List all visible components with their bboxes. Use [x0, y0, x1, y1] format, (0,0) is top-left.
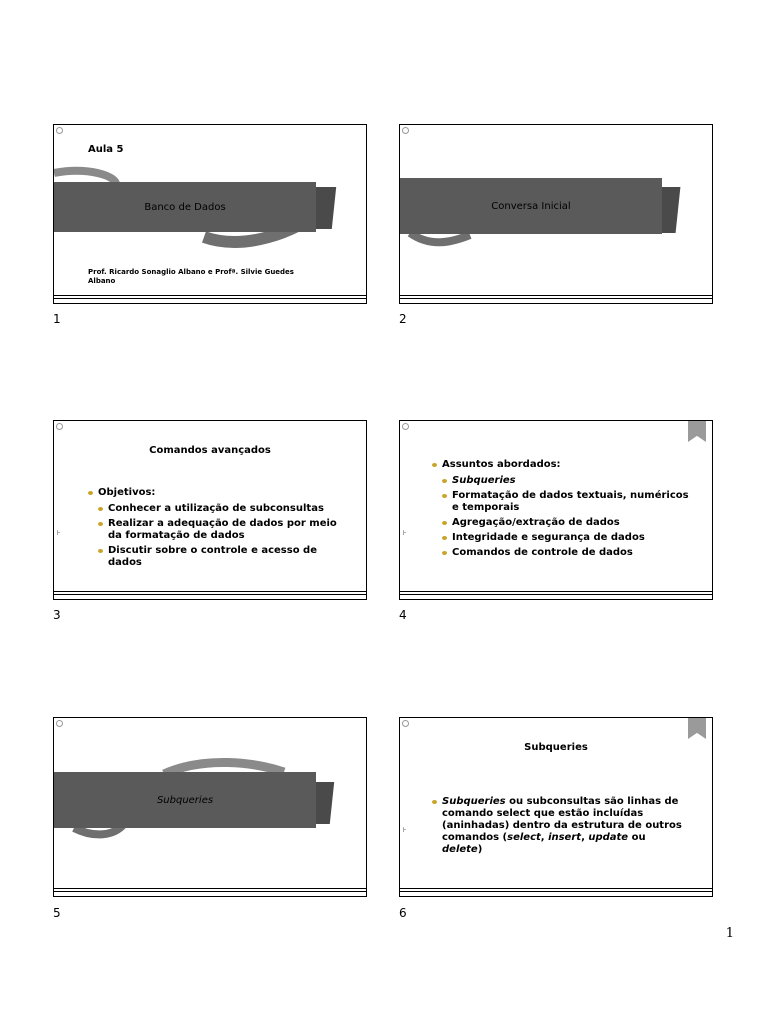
sub-bullet-list: [442, 475, 692, 562]
slide-number: 5: [53, 906, 61, 920]
sub-bullet-list: [98, 503, 338, 572]
slide-footer-rule: [400, 295, 712, 299]
slide-number: 4: [399, 608, 407, 622]
list-item: Comandos de controle de dados: [442, 547, 692, 559]
nav-arrows-icon: ⊦: [403, 826, 407, 834]
paragraph-text: ou: [628, 832, 646, 843]
nav-arrows-icon: ⊦: [57, 529, 61, 537]
paragraph-text: ,: [581, 832, 589, 843]
bullet-list: [432, 796, 682, 859]
slide-corner-icon: [402, 423, 409, 430]
slide-1: [53, 124, 367, 304]
list-item: Conhecer a utilização de subconsultas: [98, 503, 338, 515]
paragraph-text: ,: [540, 832, 549, 843]
paragraph-emphasis: update: [588, 832, 629, 843]
list-item: Discutir sobre o controle e acesso de dados: [98, 545, 338, 569]
bookmark-ribbon-icon: [688, 420, 706, 442]
list-item: Realizar a adequação de dados por meio da formatação de dados: [98, 518, 338, 542]
list-item: Formatação de dados textuais, numéricos e temporais: [442, 490, 692, 514]
paragraph-text: ): [477, 844, 483, 855]
bullet-list: [88, 487, 348, 502]
paragraph-emphasis: delete: [442, 844, 478, 855]
paragraph-emphasis: select: [507, 832, 541, 843]
slide-number: 6: [399, 906, 407, 920]
slide-title: Subqueries: [524, 742, 588, 753]
slide-corner-icon: [402, 720, 409, 727]
slide-corner-icon: [56, 423, 63, 430]
slide-6: [399, 717, 713, 897]
list-item: Subqueries: [442, 475, 692, 487]
list-item: [432, 796, 682, 856]
list-item: Integridade e segurança de dados: [442, 532, 692, 544]
paragraph-emphasis: Subqueries: [442, 796, 506, 807]
page-number: 1: [725, 926, 734, 941]
slide-header: Aula 5: [88, 144, 124, 155]
list-item: Objetivos:: [88, 487, 348, 499]
bookmark-ribbon-icon: [688, 717, 706, 739]
slide-footer-rule: [400, 591, 712, 595]
slide-3: [53, 420, 367, 600]
paragraph-text: ou subconsultas são linhas de comando select que estão incluídas (aninhadas) dentro da estrutura de outros comandos (: [442, 796, 682, 843]
bullet-list: [432, 459, 702, 474]
slide-footer-rule: [54, 888, 366, 892]
slide-number: 1: [53, 312, 61, 326]
paragraph-emphasis: insert: [548, 832, 582, 843]
slide-footer-rule: [54, 591, 366, 595]
slide-number: 2: [399, 312, 407, 326]
slide-footer-rule: [400, 888, 712, 892]
slide-banner: Conversa Inicial: [400, 178, 662, 234]
slide-footer-rule: [54, 295, 366, 299]
slide-banner: Subqueries: [54, 772, 316, 828]
slide-5: [53, 717, 367, 897]
list-item: Assuntos abordados:: [432, 459, 702, 471]
slide-title: Comandos avançados: [149, 445, 271, 456]
slide-number: 3: [53, 608, 61, 622]
nav-arrows-icon: ⊦: [403, 529, 407, 537]
list-item: Agregação/extração de dados: [442, 517, 692, 529]
slide-4: [399, 420, 713, 600]
slide-2: [399, 124, 713, 304]
slide-banner: Banco de Dados: [54, 182, 316, 232]
slide-authors: Prof. Ricardo Sonaglio Albano e Profª. Silvie Guedes Albano: [88, 268, 294, 285]
